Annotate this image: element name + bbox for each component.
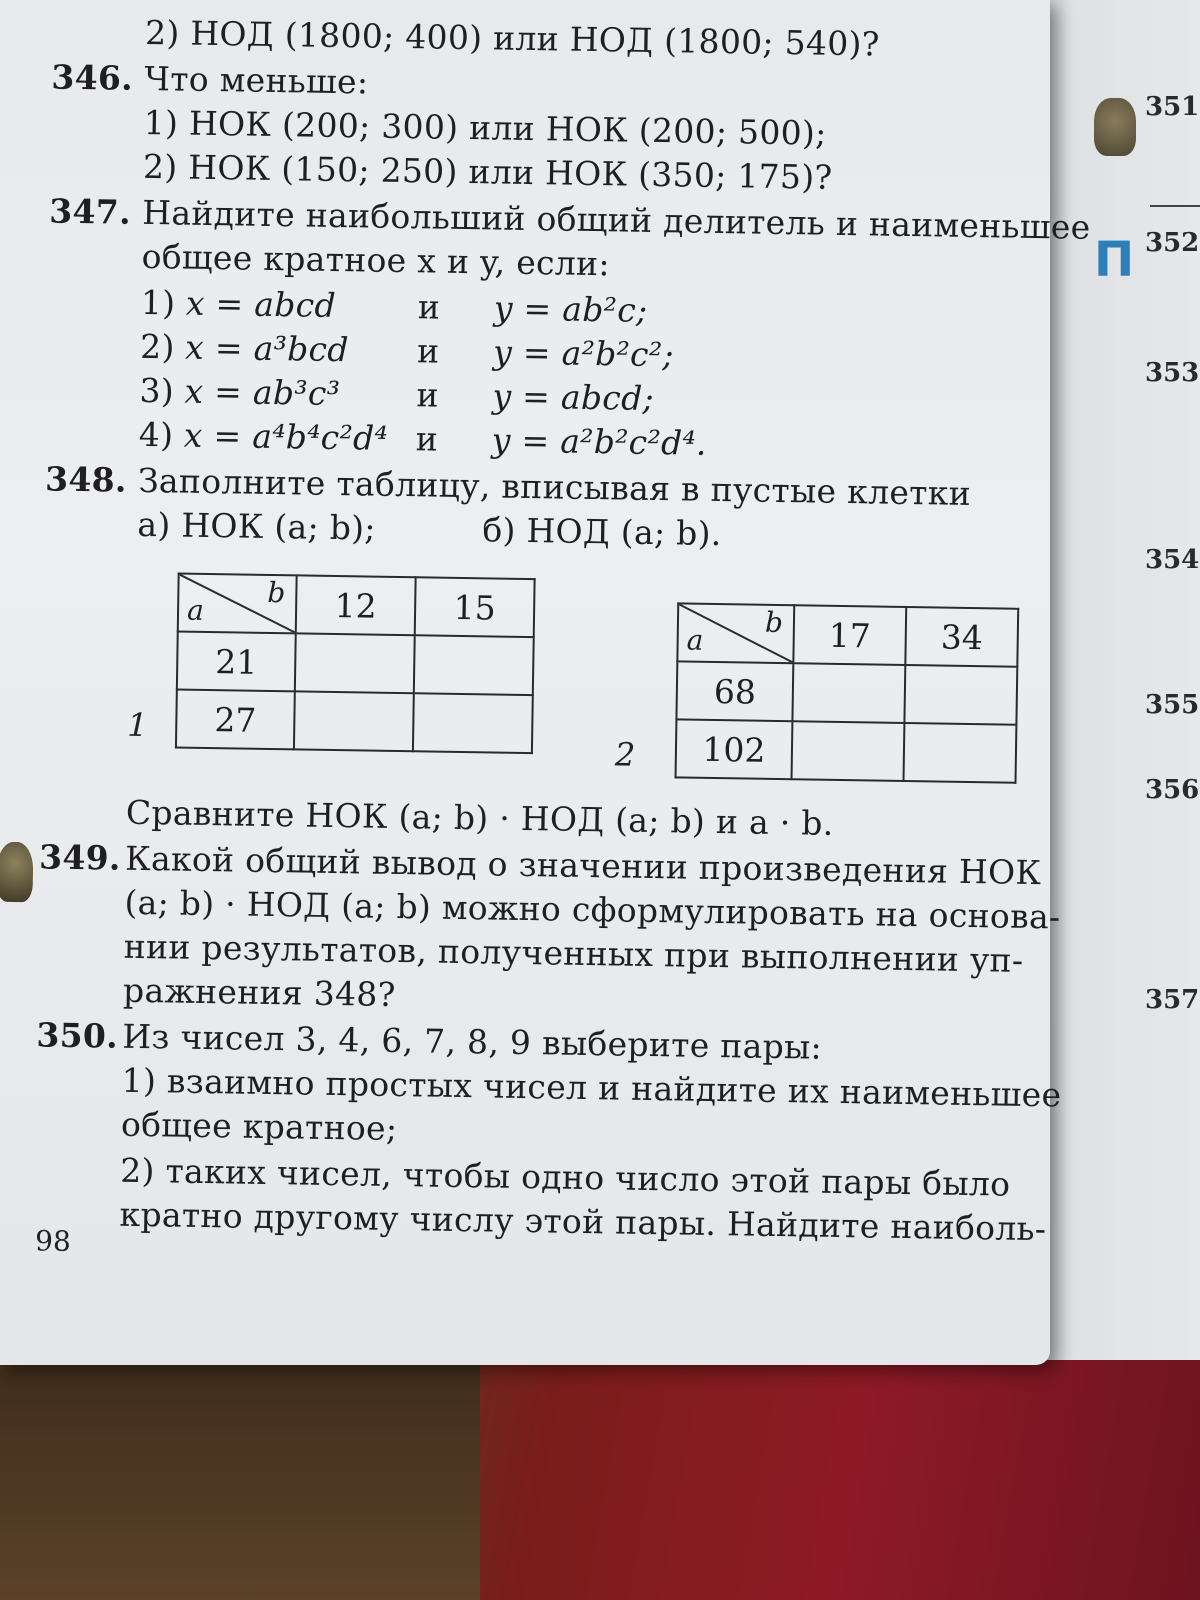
exercise-347-text-2: общее кратное x и y, если: xyxy=(141,236,611,284)
table-header-cell: 34 xyxy=(905,607,1018,667)
right-page-number: 355 xyxy=(1145,690,1200,720)
table-empty-cell[interactable] xyxy=(295,633,415,693)
table-row-header: 102 xyxy=(676,719,793,779)
table-row-header: 68 xyxy=(676,661,793,721)
table-label: 2 xyxy=(614,735,636,774)
exercise-347-y-expression: y = a²b²c²; xyxy=(492,332,675,375)
table-row-header: 21 xyxy=(177,632,296,692)
exercise-number: 347. xyxy=(49,191,132,232)
exercise-347-x-expression: x = a⁴b⁴c²d⁴ xyxy=(183,415,389,458)
exercise-346-item-2: 2) НОК (150; 250) или НОК (350; 175)? xyxy=(142,146,833,197)
page-number: 98 xyxy=(34,1224,72,1258)
table-empty-cell[interactable] xyxy=(792,721,905,781)
conjunction: и xyxy=(415,419,439,459)
owl-icon xyxy=(0,842,33,903)
corner-label-b: b xyxy=(267,575,286,610)
table-empty-cell[interactable] xyxy=(414,635,534,695)
exercise-345-item-2: 2) НОД (1800; 400) или НОД (1800; 540)? xyxy=(144,12,881,64)
exercise-347-item-number: 1) xyxy=(140,282,176,323)
table-header-row xyxy=(677,603,1018,666)
exercise-347-x-expression: x = a³bcd xyxy=(184,327,350,370)
exercise-347-y-expression: y = abcd; xyxy=(492,376,655,418)
corner-label-b: b xyxy=(764,605,784,640)
table-empty-cell[interactable] xyxy=(792,663,905,723)
p-marker-icon: П xyxy=(1094,232,1135,288)
exercise-348-part-b: б) НОД (a; b). xyxy=(482,510,722,554)
exercise-350-item-1: 1) взаимно простых чисел и найдите их наименьшее xyxy=(121,1060,1062,1115)
exercise-348-part-a: а) НОК (a; b); xyxy=(137,504,377,548)
table-empty-cell[interactable] xyxy=(904,665,1017,725)
table-header-cell: 17 xyxy=(793,605,906,665)
right-page-number: 351 xyxy=(1145,92,1200,122)
exercise-349-text: ражнения 348? xyxy=(122,970,396,1015)
conjunction: и xyxy=(417,287,441,327)
exercise-347-y-expression: y = a²b²c²d⁴. xyxy=(491,420,708,463)
corner-label-a: a xyxy=(686,623,704,657)
table-empty-cell[interactable] xyxy=(413,693,533,753)
exercise-349-text: Какой общий вывод о значении произведения НОК xyxy=(124,838,1042,893)
divider xyxy=(1150,205,1200,207)
exercise-349-text: нии результатов, полученных при выполнении уп- xyxy=(123,926,1024,980)
exercise-350-item-2-cont: кратно другому числу этой пары. Найдите наиболь- xyxy=(119,1194,1047,1249)
exercise-346-item-1: 1) НОК (200; 300) или НОК (200; 500); xyxy=(143,102,827,153)
right-page-number: 357 xyxy=(1145,985,1200,1015)
table-empty-cell[interactable] xyxy=(294,691,414,751)
exercise-number: 349. xyxy=(38,837,122,878)
table-2 xyxy=(675,602,1020,783)
corner-label-a: a xyxy=(186,593,205,627)
table-row xyxy=(176,690,533,754)
background-table xyxy=(0,1330,480,1600)
table-row xyxy=(177,632,534,696)
exercise-number: 346. xyxy=(51,57,134,98)
table-corner-cell xyxy=(178,574,297,634)
table-row xyxy=(676,719,1017,782)
right-page-number: 354 xyxy=(1145,545,1200,575)
right-page xyxy=(1040,0,1200,1360)
right-page-number: 353 xyxy=(1145,358,1200,388)
exercise-number: 350. xyxy=(36,1015,119,1056)
conjunction: и xyxy=(416,375,440,415)
exercise-350-item-1-cont: общее кратное; xyxy=(120,1104,398,1149)
right-page-number: 352 xyxy=(1145,228,1200,258)
exercise-347-item-number: 4) xyxy=(138,414,174,455)
exercise-349-text: (a; b) · НОД (a; b) можно сформулировать на основа- xyxy=(124,882,1061,937)
table-row xyxy=(676,661,1017,724)
table-label: 1 xyxy=(126,705,148,745)
exercise-347-x-expression: x = ab³c³ xyxy=(184,371,341,414)
exercise-350-text: Из чисел 3, 4, 6, 7, 8, 9 выберите пары: xyxy=(122,1016,823,1067)
table-corner-cell xyxy=(677,603,794,663)
exercise-347-item-number: 3) xyxy=(139,370,175,411)
table-1 xyxy=(175,573,536,755)
table-header-cell: 15 xyxy=(415,577,535,637)
table-header-cell: 12 xyxy=(296,575,416,635)
exercise-348-compare: Сравните НОК (a; b) · НОД (a; b) и a · b. xyxy=(125,792,834,843)
table-row-header: 27 xyxy=(176,690,295,750)
right-page-number: 356 xyxy=(1145,775,1200,805)
owl-icon xyxy=(1094,98,1136,156)
table-empty-cell[interactable] xyxy=(904,723,1017,783)
exercise-347-text: Найдите наибольший общий делитель и наименьшее xyxy=(142,192,1091,247)
exercise-347-x-expression: x = abcd xyxy=(185,283,337,325)
conjunction: и xyxy=(416,331,440,371)
exercise-350-item-2: 2) таких чисел, чтобы одно число этой пары было xyxy=(119,1150,1011,1204)
exercise-346-text: Что меньше: xyxy=(144,58,369,102)
exercise-347-item-number: 2) xyxy=(139,326,176,367)
exercise-number: 348. xyxy=(44,459,128,500)
exercise-348-text: Заполните таблицу, вписывая в пустые клетки xyxy=(137,460,972,513)
table-header-row xyxy=(178,574,535,638)
exercise-347-y-expression: y = ab²c; xyxy=(493,288,648,330)
